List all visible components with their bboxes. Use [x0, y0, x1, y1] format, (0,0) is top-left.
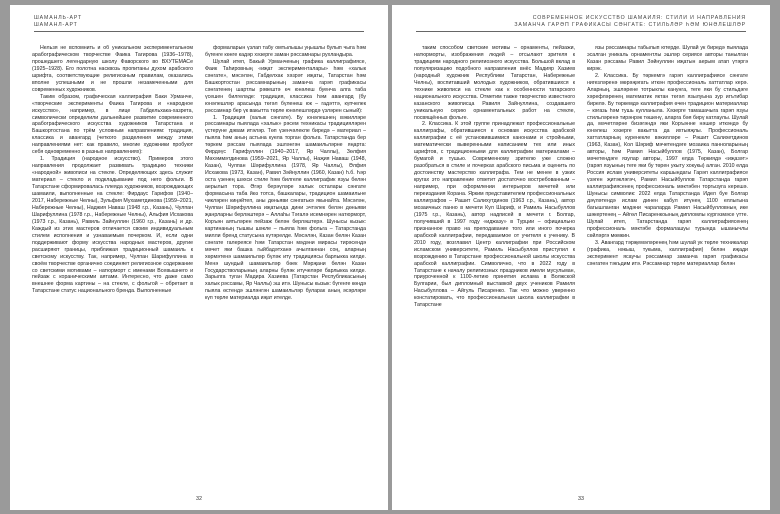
- page-number: 33: [578, 496, 584, 502]
- text-column-russian: [414, 45, 575, 488]
- running-head: [416, 15, 746, 28]
- paragraph: 1. Традиция (халык сәнгате). Бу юнәлешнең вәкилләре рәссамнары пыялада «халык» рәсем техникасы традицияләрен үстерүне дәвам итәләр. Төп үзенчәлекле биредә – материал – пыяла һәм аның астына куела торган фольга. Татарстанда бер төркем рәссам пыялада эшләнгән шамаильләрне яңарта: Фирдәүс Гарифуллин (1940–2017, Яр Чаллы), Зөлфия Мөхәммәтдинова (1959–2021, Яр Чаллы), Наҗия Наваш (1948, Казан), Чулпан Шәрифуллина (1978, Яр Чаллы), Әлфия Исхакова (1973, Казан), Равил Зәйнуллин (1960, Казан) һ.б. Һәр оста үзенең шәхси стиле һәм билгеле каллиграфик язуы белән аерылып тора. Әгәр берәүләре халык осталары сәнгате формасына таба йөз тотса, башкалары, традицион шамаильне чикләрен киңәйтеп, аны дөньяви сәнгатькә якынайта. Мәсәлән, Чулпан Шәрифуллина иҗатында дини эчтәлек белән дөньяви җанрларны берләштерә – Аллаһы Тәгалә исемнәрен натюрморт, Коръән аятьләрен пейзаж белән берләштерә. Шунысы кызык: картинаның тышкы шәкле – пыяла һәм фольга – Татарстанда милли бренд статусына күтәрелде. Мәсәлән, Казан белән Казан сәнгате галереясе һәм Татарстан мәдәни мирасы тирәсендә мәчет яки башка гыйбадәтханә ачылганнан соң, аларның хөрмәтенә шамаильләр бүләк итү традициясы барлыкка килде. Менә шундый шамаильләр бөек Мәрҗани белән Казан Государстволарының аларны бүләк итүчеләре барлыкка килде. Зарылга туган Мадира Хазиева (Татарстан Республикасының халык рәссамы, Яр Чаллы) эш итә. Шунысы кызык: бүгенге көндә пыяла өстендә эшләнгән шамаильләр буларак аның әсәрләре күп төрле материалда иҗат ителде.: [205, 114, 366, 302]
- paragraph: Таким образом, графическая каллиграфия Баки Урманче, «творческие эксперименты Фаика Тагирова и «народное искусство», например, в лице Габдельхака-хазрета, символически определили дальнейшее развитие современного арабографического искусства художников Татарстана и Башкортостана по трём условным направлениям: традиция, классика и авангард (четкого разделения между этими направлениями нет: как правило, многие художники пробуют себя одновременно в разных направлениях):: [32, 93, 193, 156]
- running-head-rule: [34, 31, 364, 32]
- text-columns: [32, 45, 366, 488]
- running-head-rule: [416, 31, 746, 32]
- running-head-line-1: СОВРЕМЕННОЕ ИСКУССТВО ШАМАИЛЯ: СТИЛИ И НАПРАВЛЕНИЯ: [532, 15, 746, 21]
- paragraph: 2. Классика. Бу төркемгә гарәп каллиграфиясе сәнгате нигезләренә мөрәҗәгать иткән профессиональ хаттатлар керә. Аларның, эшләрене тотрыклы канунга, теге яки бу стильдәге хәрефләренең математик яктан төгәл язылуына зур игътибар бирелә. Бу төркемдә каллиграфия өчен традицион материаллар – кәгазь һәм тушь кулланыла. Хәзерге тамашачыга гарәп язуы стильләренә тирәнрәк төшенү, аларга бәя бирү катлаулы. Шулай да, мәчетләрне бизәгәндә яки Коръәнне нәшер иткәндә бу юнәлеш хәзерге вакытта да ихтыяҗлы. Профессиональ хаттатларның күренекле вәкилләре – Рәшит Салихетдинов (1963, Казан), Кол Шәриф мәчетендәге мозаика панноларының авторы, һәм Рамил Насыйбуллов (1975, Казан), Болгар мәчетендәге язулар авторы, 1997 елда Төркиядә «иҗазәт» (гарәп язуының теге яки бу төрен укыту хокукы) алган. 2010 елда Россия ислам университеты каршындагы Гарәп каллиграфиясе үзәген җитәкләгәч, Рамил Насыйбуллов Татарстанда гарәп каллиграфиясенең профессиональ мәктәбен торгызуга керешә. Шунысы символик: 2022 елда Татарстанда Идел буе Болгар дәүләтендә ислам динен кабул итүнең 1100 еллыгына багышланган мәдәни чараларда Рамил Насыйбулловның ике шәкертенең – Айгөл Писаренкоының дипломлы күргәзмәсе үтте. Шулай итеп, Татарстанда гарәп каллиграфиясенең профессиональ мәктәбе формалашуы турында ышанычлы сөйләргә мөмкин.: [587, 72, 748, 239]
- paragraph: 3. Авангард тәрҗемәләренең һәм шулай ук төрле техникалар (графика, нәкыш, тукыма, каллиграфия) белән иҗади эксперимент ясаучы рәссамнар заманча гарәп графикасы сәнгатен тәкъдим итә. Рәссамнар төрле материаллар белән: [587, 239, 748, 267]
- paragraph: Шулай итеп, Бакый Урманченың графика каллиграфиясе, Фаик Таһировның «иҗат эксперименталары» һәм «халык сәнгате», мәсәлән, Габделхак хәзрәт иҗаты, Татарстан һәм Башкортостан рәссамнарының заманча гарәп графикасы сәнгатенең шартлы рәвештә өч юнәлеш буенча алга таба үсешен билгеләде: традиция, классика һәм авангард (бу юнәлешләр арасында төгәл бүленеш юк – гадәттә, күпчелек рәссамнар бер үк вакытта төрле юнәлешләрдә үзләрен сыный):: [205, 58, 366, 114]
- paragraph: 1. Традиция (народное искусство). Примеров этого направления продолжает развивать традицию техники «народной» живописи на стекле. Определяющих здесь служит материал – стекло и подкладывание под него фольги. В Татарстане сформировалась плеяда художников, возрождающих шамаили, выполненные на стекле: Фирдаус Гарифов (1940–2017, Набережные Челны), Зульфия Мухаметдинова (1959–2021, Набережные Челны), Наджия Наваш (1948 г.р., Казань), Чулпан Шарифуллина (1978 г.р., Набережные Челны), Альфия Исхакова (1973 г.р., Казань), Равиль Зайнуллин (1960 г.р., Казань) и др. Каждый из этих мастеров отличается своим индивидуальным стилем исполнения и узнаваемым почерком. И, если одни поддерживают форму искусства народных мастеров, другие расширяют границы, приближая традиционный шамаиль к светскому искусству. Так, например, Чулпан Шарифуллина в своём творчестве органично соединяет религиозное содержание со светскими мотивами – натюрморт с именами Всевышнего и пейзаж с кораническими аятами. Интересно, что даже само внешнее форма картины – на стекле, с фольгой – обретает в Татарстане статус национального бренда. Выполненные: [32, 156, 193, 295]
- paragraph: язы рәссамнары табылып ютерде. Шулай ук биредә пыялада эсалган уникаль орнаментлы эшләр сериясе авторы танылган Казан рәссамы Равил Зәйнуллин иҗатын аерым атап үтәргә кирәк.: [587, 45, 748, 72]
- right-page: [392, 5, 770, 510]
- page-number: 32: [196, 496, 202, 502]
- text-column-tatar: [205, 45, 366, 488]
- running-head-line-1: ШАМАНЛЬ-АРТ: [34, 15, 83, 21]
- text-column-russian: [32, 45, 193, 488]
- left-page: [10, 5, 388, 510]
- running-head: [34, 15, 364, 28]
- running-head-line-2: ШАМАНЛ-АРТ: [34, 21, 78, 28]
- paragraph: таким способом светские мотивы – орнаменты, пейзажи, натюрморты, изображения людей – отсылают зрителя к традициям народного религиозного искусства. Большой вклад в популяризацию подобного направления внёс Мадияр Хазиев (народный художник Республики Татарстан, Набережные Челны), воспитавший молодых художников, обратившихся к технике живописи на стекле как к особенности татарского национального искусства. Отметим также творчество известного казанского живописца Равиля Зайнуллина, создавшего уникальную серию орнаментальных работ на стекле, посвящённых фольге.: [414, 45, 575, 121]
- paragraph: 2. Классика. К этой группе принадлежат профессиональные каллиграфы, обратившиеся к основам искусства арабской каллиграфии с её установившимися канонами и стройными, математически выверенными написанием тех или иных шрифтов, с традиционными для каллиграфии материалами – бумагой и тушью. Современному зрителю уже сложно разобраться в стиле и почерках арабского письма и оценить по достоинству мастерство каллиграфа. Тем не менее в узких кругах это направление ответит достаточно востребованным – например, при оформлении интерьеров мечетей или переиздания Корана. Ярким представителем профессиональных каллиграфов – Рашит Салихутдинов (1963 г.р., Казань), автор мозаичных панно в мечети Кул Шариф, и Рамиль Насыбуллов (1975 г.р., Казань), автор надписей в мечети г. Болгар, получивший в 1997 году «иджазу» в Турции – официально признанное право на преподавание того или иного почерка арабской каллиграфии, передаваемое от учителя к ученику. В 2010 году, возглавил Центр каллиграфии при Российском исламском университете, Рамиль Насыбуллов приступил к возрождению в Татарстане профессиональной школы искусства арабской каллиграфии. Символично, что в 2022 году в Татарстане к началу религиозных праздников имели мусульман, приуроченной к 1100-летию принятия ислама в Волжской Булгарии, был дипломный выставкой двух учеников Рамиля Насыбуллова – Айгуль Писаренко. Так что можно уверенно констатировать, что профессиональная школа каллиграфии в Татарстане: [414, 121, 575, 309]
- paragraph: формаларын үзлап табу омтылышы уңышлы булып чыга һәм бүгенге көнге кадәр хәзерге заман рәссамнары рухландыра.: [205, 45, 366, 58]
- text-columns: [414, 45, 748, 488]
- running-head-line-2: ЗАМАНЧА ГАРӘП ГРАФИКАСЫ СӘНГАТЕ: СТИЛЬЛӘР ҺӘМ ЮНӘЛЕШЛӘР: [514, 21, 746, 28]
- paragraph: Нельзя не вспомнить и об уникальном экспериментальном арабографическом творчестве Фаика Тагирова (1936–1978), прошедшего легендарную школу Фаворского во ВХУТЕМАСе (1925–1928). Его полотна насквозь пропитаны духом арабского шрифта, соответствующие религиозным правилам, оказались вполне успешными и не прошли незамеченными для современных художников.: [32, 45, 193, 93]
- text-column-tatar: [587, 45, 748, 488]
